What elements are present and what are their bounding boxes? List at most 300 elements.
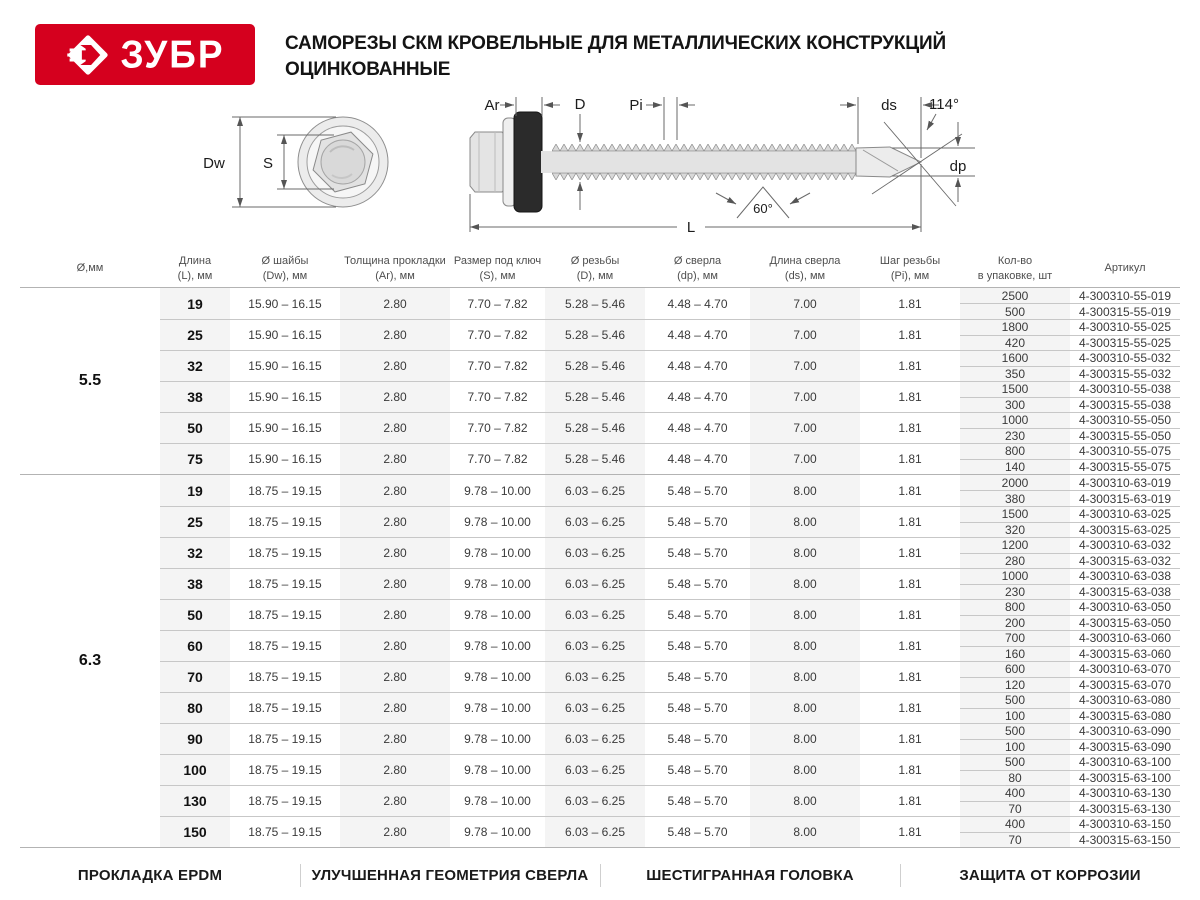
cell-length: 50 <box>160 413 230 443</box>
col-header-wrench-size <box>450 250 545 287</box>
feature-2: УЛУЧШЕННАЯ ГЕОМЕТРИЯ СВЕРЛА <box>300 848 600 900</box>
cell-article: 4-300310-63-090 <box>1078 724 1172 739</box>
dim-label-ar: Ar <box>484 97 500 114</box>
cell-washer-diameter: 18.75 – 19.15 <box>248 546 322 560</box>
col-header-length <box>160 250 230 287</box>
cell-length: 130 <box>160 786 230 816</box>
group-rows <box>160 475 1180 847</box>
cell-wrench-size: 9.78 – 10.00 <box>464 577 531 591</box>
cell-washer-diameter: 18.75 – 19.15 <box>248 577 322 591</box>
col-header-line2: (Dw), мм <box>262 269 308 282</box>
spec-row-6.3-50 <box>160 599 1180 630</box>
cell-pack-qty: 1600 <box>960 351 1070 366</box>
pack-variant-row <box>960 817 1180 833</box>
cell-pack-qty: 120 <box>960 678 1070 693</box>
cell-thread-diameter: 6.03 – 6.25 <box>545 569 645 599</box>
cell-pack-qty: 800 <box>960 444 1070 459</box>
cell-pack-qty: 1500 <box>960 507 1070 522</box>
cell-pack-qty: 2500 <box>960 288 1070 303</box>
cell-thread-pitch: 1.81 <box>898 390 922 404</box>
cell-pack-qty: 100 <box>960 740 1070 755</box>
spec-row-5.5-19 <box>160 288 1180 319</box>
pack-variant-row <box>960 444 1180 460</box>
cell-drill-diameter: 5.48 – 5.70 <box>667 670 728 684</box>
cell-article: 4-300315-63-019 <box>1078 491 1172 506</box>
cell-wrench-size: 9.78 – 10.00 <box>464 794 531 808</box>
page-title-line2: ОЦИНКОВАННЫЕ <box>285 59 451 80</box>
pack-variant-row <box>960 786 1180 802</box>
cell-washer-diameter: 18.75 – 19.15 <box>248 515 322 529</box>
col-header-line2: (dp), мм <box>677 269 718 282</box>
cell-thread-pitch: 1.81 <box>898 328 922 342</box>
cell-length: 25 <box>160 507 230 537</box>
cell-length: 19 <box>160 475 230 506</box>
cell-pack-qty: 500 <box>960 693 1070 708</box>
head-top-view <box>298 117 388 207</box>
pack-variant-row <box>960 413 1180 429</box>
cell-wrench-size: 9.78 – 10.00 <box>464 763 531 777</box>
feature-1: ПРОКЛАДКА EPDM <box>77 867 223 884</box>
cell-pack-qty: 400 <box>960 786 1070 801</box>
page-header <box>0 0 1200 90</box>
cell-pack-qty: 350 <box>960 367 1070 382</box>
cell-pack-qty: 200 <box>960 616 1070 631</box>
cell-length: 90 <box>160 724 230 754</box>
cell-washer-diameter: 18.75 – 19.15 <box>248 670 322 684</box>
cell-pack-qty: 2000 <box>960 475 1070 490</box>
cell-gasket-thickness: 2.80 <box>340 693 450 723</box>
cell-length: 70 <box>160 662 230 692</box>
cell-wrench-size: 9.78 – 10.00 <box>464 515 531 529</box>
cell-drill-diameter: 5.48 – 5.70 <box>667 825 728 839</box>
cell-drill-diameter: 5.48 – 5.70 <box>667 701 728 715</box>
cell-wrench-size: 7.70 – 7.82 <box>467 359 528 373</box>
feature-4: ЗАЩИТА ОТ КОРРОЗИИ <box>900 848 1200 900</box>
cell-article: 4-300310-63-019 <box>1078 475 1172 490</box>
pack-variant-row <box>960 367 1180 382</box>
cell-pack-qty: 140 <box>960 460 1070 475</box>
pack-variant-row <box>960 662 1180 678</box>
cell-drill-length: 7.00 <box>750 413 860 443</box>
cell-thread-diameter: 6.03 – 6.25 <box>545 724 645 754</box>
col-header-line1: Ø сверла <box>673 254 722 267</box>
cell-length: 100 <box>160 755 230 785</box>
cell-thread-diameter: 6.03 – 6.25 <box>545 662 645 692</box>
spec-row-6.3-150 <box>160 816 1180 847</box>
cell-thread-diameter: 5.28 – 5.46 <box>545 320 645 350</box>
pack-variant-row <box>960 833 1180 848</box>
cell-gasket-thickness: 2.80 <box>340 724 450 754</box>
cell-article: 4-300315-63-130 <box>1078 801 1172 816</box>
cell-drill-diameter: 5.48 – 5.70 <box>667 515 728 529</box>
cell-article: 4-300310-63-032 <box>1078 538 1172 553</box>
cell-pack-qty: 700 <box>960 631 1070 646</box>
cell-pack-qty: 600 <box>960 662 1070 677</box>
pack-variants <box>960 693 1180 723</box>
cell-wrench-size: 9.78 – 10.00 <box>464 670 531 684</box>
cell-pack-qty: 1000 <box>960 413 1070 428</box>
zubr-logo <box>35 24 255 85</box>
cell-article: 4-300315-55-019 <box>1078 304 1172 319</box>
cell-article: 4-300315-63-032 <box>1078 553 1172 568</box>
diameter-label: 5.5 <box>78 372 102 389</box>
cell-thread-pitch: 1.81 <box>898 546 922 560</box>
cell-gasket-thickness: 2.80 <box>340 413 450 443</box>
technical-drawing <box>0 90 1200 250</box>
col-header-article <box>1070 250 1180 287</box>
dim-label-d: D <box>574 96 586 113</box>
cell-washer-diameter: 15.90 – 16.15 <box>248 452 322 466</box>
pack-variants <box>960 382 1180 412</box>
cell-drill-length: 7.00 <box>750 351 860 381</box>
cell-thread-diameter: 6.03 – 6.25 <box>545 631 645 661</box>
pack-variants <box>960 662 1180 692</box>
cell-length: 32 <box>160 351 230 381</box>
spec-row-6.3-100 <box>160 754 1180 785</box>
pack-variant-row <box>960 709 1180 724</box>
spec-row-6.3-38 <box>160 568 1180 599</box>
pack-variant-row <box>960 554 1180 569</box>
cell-wrench-size: 7.70 – 7.82 <box>467 390 528 404</box>
feature-3: ШЕСТИГРАННАЯ ГОЛОВКА <box>600 848 900 900</box>
cell-article: 4-300315-63-080 <box>1078 708 1172 723</box>
cell-drill-diameter: 5.48 – 5.70 <box>667 639 728 653</box>
spec-row-6.3-130 <box>160 785 1180 816</box>
pack-variants <box>960 507 1180 537</box>
pack-variant-row <box>960 491 1180 506</box>
pack-variant-row <box>960 460 1180 475</box>
cell-gasket-thickness: 2.80 <box>340 475 450 506</box>
cell-pack-qty: 230 <box>960 429 1070 444</box>
cell-thread-diameter: 6.03 – 6.25 <box>545 475 645 506</box>
cell-thread-pitch: 1.81 <box>898 701 922 715</box>
cell-thread-diameter: 6.03 – 6.25 <box>545 817 645 847</box>
cell-thread-pitch: 1.81 <box>898 608 922 622</box>
cell-thread-pitch: 1.81 <box>898 639 922 653</box>
cell-thread-diameter: 6.03 – 6.25 <box>545 755 645 785</box>
cell-wrench-size: 9.78 – 10.00 <box>464 608 531 622</box>
cell-pack-qty: 800 <box>960 600 1070 615</box>
cell-article: 4-300315-63-025 <box>1078 522 1172 537</box>
cell-thread-diameter: 6.03 – 6.25 <box>545 786 645 816</box>
dim-label-tip-angle: 114° <box>929 96 959 113</box>
col-header-line2: (S), мм <box>479 269 516 282</box>
cell-thread-diameter: 6.03 – 6.25 <box>545 693 645 723</box>
spec-row-5.5-75 <box>160 443 1180 474</box>
pack-variant-row <box>960 724 1180 740</box>
cell-thread-pitch: 1.81 <box>898 794 922 808</box>
col-header-line2: в упаковке, шт <box>977 269 1053 282</box>
cell-thread-pitch: 1.81 <box>898 825 922 839</box>
cell-article: 4-300310-55-075 <box>1078 444 1172 459</box>
cell-drill-length: 8.00 <box>750 693 860 723</box>
cell-thread-diameter: 6.03 – 6.25 <box>545 507 645 537</box>
cell-wrench-size: 9.78 – 10.00 <box>464 639 531 653</box>
cell-gasket-thickness: 2.80 <box>340 320 450 350</box>
cell-article: 4-300310-63-150 <box>1078 817 1172 832</box>
spec-row-5.5-38 <box>160 381 1180 412</box>
cell-length: 38 <box>160 382 230 412</box>
pack-variants <box>960 600 1180 630</box>
cell-wrench-size: 9.78 – 10.00 <box>464 825 531 839</box>
cell-drill-length: 8.00 <box>750 662 860 692</box>
pack-variants <box>960 817 1180 847</box>
cell-pack-qty: 500 <box>960 304 1070 319</box>
pack-variants <box>960 413 1180 443</box>
cell-drill-diameter: 4.48 – 4.70 <box>667 296 728 311</box>
cell-drill-length: 7.00 <box>750 382 860 412</box>
cell-drill-length: 8.00 <box>750 724 860 754</box>
pack-variant-row <box>960 600 1180 616</box>
pack-variants <box>960 288 1180 319</box>
pack-variant-row <box>960 755 1180 771</box>
logo-wordmark: ЗУБР <box>120 32 225 76</box>
spec-row-6.3-19 <box>160 475 1180 506</box>
col-header-line1: Кол-во <box>997 254 1033 267</box>
pack-variants <box>960 724 1180 754</box>
cell-wrench-size: 9.78 – 10.00 <box>464 483 531 498</box>
cell-pack-qty: 1000 <box>960 569 1070 584</box>
cell-drill-length: 8.00 <box>750 507 860 537</box>
cell-length: 19 <box>160 288 230 319</box>
page-title <box>285 31 946 83</box>
cell-drill-length: 8.00 <box>750 538 860 568</box>
cell-wrench-size: 7.70 – 7.82 <box>467 296 528 311</box>
cell-article: 4-300315-55-050 <box>1078 428 1172 443</box>
cell-drill-length: 7.00 <box>750 320 860 350</box>
col-header-drill-diameter <box>645 250 750 287</box>
col-header-diameter <box>20 250 160 287</box>
col-header-line1: Ø резьбы <box>570 254 620 267</box>
cell-gasket-thickness: 2.80 <box>340 351 450 381</box>
cell-length: 80 <box>160 693 230 723</box>
cell-article: 4-300310-55-032 <box>1078 351 1172 366</box>
cell-pack-qty: 400 <box>960 817 1070 832</box>
cell-thread-pitch: 1.81 <box>898 359 922 373</box>
cell-washer-diameter: 15.90 – 16.15 <box>248 421 322 435</box>
cell-drill-length: 8.00 <box>750 786 860 816</box>
diameter-label: 6.3 <box>78 652 102 669</box>
pack-variant-row <box>960 398 1180 413</box>
screw-side-view <box>470 112 921 212</box>
col-header-line2: (D), мм <box>576 269 614 282</box>
col-header-line2: (Ar), мм <box>375 269 415 282</box>
cell-drill-length: 7.00 <box>750 444 860 474</box>
cell-article: 4-300315-63-090 <box>1078 739 1172 754</box>
cell-drill-length: 8.00 <box>750 475 860 506</box>
table-body <box>20 287 1180 848</box>
dim-label-s: S <box>262 155 274 172</box>
cell-article: 4-300315-55-075 <box>1078 459 1172 474</box>
cell-article: 4-300310-55-038 <box>1078 382 1172 397</box>
cell-gasket-thickness: 2.80 <box>340 538 450 568</box>
cell-article: 4-300315-55-025 <box>1078 335 1172 350</box>
cell-gasket-thickness: 2.80 <box>340 444 450 474</box>
pack-variants <box>960 631 1180 661</box>
cell-wrench-size: 9.78 – 10.00 <box>464 701 531 715</box>
col-header-line1: Шаг резьбы <box>879 254 941 267</box>
cell-thread-pitch: 1.81 <box>898 763 922 777</box>
cell-thread-pitch: 1.81 <box>898 296 922 311</box>
cell-thread-diameter: 6.03 – 6.25 <box>545 538 645 568</box>
col-header-thread-diameter <box>545 250 645 287</box>
pack-variant-row <box>960 475 1180 491</box>
cell-article: 4-300315-63-060 <box>1078 646 1172 661</box>
features-bar <box>0 848 1200 900</box>
cell-gasket-thickness: 2.80 <box>340 786 450 816</box>
cell-pack-qty: 160 <box>960 647 1070 662</box>
pack-variant-row <box>960 678 1180 693</box>
cell-thread-pitch: 1.81 <box>898 577 922 591</box>
cell-washer-diameter: 15.90 – 16.15 <box>248 359 322 373</box>
cell-washer-diameter: 18.75 – 19.15 <box>248 701 322 715</box>
col-header-line1: Артикул <box>1104 262 1146 275</box>
cell-pack-qty: 500 <box>960 724 1070 739</box>
cell-article: 4-300315-63-150 <box>1078 832 1172 847</box>
spec-row-5.5-25 <box>160 319 1180 350</box>
cell-gasket-thickness: 2.80 <box>340 288 450 319</box>
cell-pack-qty: 500 <box>960 755 1070 770</box>
pack-variant-row <box>960 288 1180 304</box>
diameter-group-5.5 <box>20 288 1180 474</box>
cell-drill-length: 8.00 <box>750 817 860 847</box>
spec-row-6.3-25 <box>160 506 1180 537</box>
cell-washer-diameter: 15.90 – 16.15 <box>248 390 322 404</box>
dim-label-length: L <box>686 219 696 236</box>
cell-article: 4-300310-55-019 <box>1078 288 1172 303</box>
col-header-line1: Длина <box>178 254 212 267</box>
pack-variant-row <box>960 616 1180 631</box>
pack-variant-row <box>960 382 1180 398</box>
cell-article: 4-300315-55-032 <box>1078 366 1172 381</box>
pack-variant-row <box>960 429 1180 444</box>
cell-thread-diameter: 5.28 – 5.46 <box>545 288 645 319</box>
cell-article: 4-300310-55-025 <box>1078 320 1172 335</box>
cell-article: 4-300315-63-100 <box>1078 770 1172 785</box>
cell-washer-diameter: 18.75 – 19.15 <box>248 763 322 777</box>
col-header-line1: Длина сверла <box>769 254 841 267</box>
cell-article: 4-300310-63-050 <box>1078 600 1172 615</box>
pack-variant-row <box>960 631 1180 647</box>
cell-pack-qty: 380 <box>960 491 1070 506</box>
screw-technical-drawing <box>0 90 1200 250</box>
cell-pack-qty: 70 <box>960 833 1070 848</box>
pack-variants <box>960 569 1180 599</box>
cell-drill-length: 8.00 <box>750 631 860 661</box>
cell-drill-diameter: 5.48 – 5.70 <box>667 763 728 777</box>
cell-length: 60 <box>160 631 230 661</box>
pack-variants <box>960 755 1180 785</box>
dim-label-dw: Dw <box>203 155 225 172</box>
spec-row-6.3-32 <box>160 537 1180 568</box>
cell-drill-diameter: 4.48 – 4.70 <box>667 390 728 404</box>
pack-variants <box>960 351 1180 381</box>
cell-article: 4-300310-63-070 <box>1078 662 1172 677</box>
cell-thread-diameter: 5.28 – 5.46 <box>545 413 645 443</box>
cell-article: 4-300315-55-038 <box>1078 397 1172 412</box>
cell-article: 4-300310-55-050 <box>1078 413 1172 428</box>
cell-pack-qty: 280 <box>960 554 1070 569</box>
cell-article: 4-300315-63-070 <box>1078 677 1172 692</box>
spec-row-5.5-32 <box>160 350 1180 381</box>
cell-washer-diameter: 18.75 – 19.15 <box>248 608 322 622</box>
cell-pack-qty: 300 <box>960 398 1070 413</box>
cell-drill-length: 8.00 <box>750 569 860 599</box>
page-title-line1: САМОРЕЗЫ СКМ КРОВЕЛЬНЫЕ ДЛЯ МЕТАЛЛИЧЕСКИХ КОНСТРУКЦИЙ <box>285 33 946 54</box>
cell-drill-diameter: 5.48 – 5.70 <box>667 483 728 498</box>
pack-variants <box>960 538 1180 568</box>
cell-article: 4-300310-63-080 <box>1078 693 1172 708</box>
cell-article: 4-300310-63-025 <box>1078 507 1172 522</box>
col-header-gasket-thickness <box>340 250 450 287</box>
pack-variant-row <box>960 351 1180 367</box>
col-header-line1: Размер под ключ <box>453 254 542 267</box>
cell-gasket-thickness: 2.80 <box>340 600 450 630</box>
cell-gasket-thickness: 2.80 <box>340 507 450 537</box>
cell-pack-qty: 420 <box>960 336 1070 351</box>
cell-thread-pitch: 1.81 <box>898 483 922 498</box>
cell-gasket-thickness: 2.80 <box>340 817 450 847</box>
pack-variant-row <box>960 693 1180 709</box>
cell-gasket-thickness: 2.80 <box>340 569 450 599</box>
cell-pack-qty: 100 <box>960 709 1070 724</box>
cell-pack-qty: 1200 <box>960 538 1070 553</box>
spec-row-6.3-60 <box>160 630 1180 661</box>
spec-row-6.3-90 <box>160 723 1180 754</box>
cell-pack-qty: 230 <box>960 585 1070 600</box>
cell-article: 4-300310-63-038 <box>1078 569 1172 584</box>
col-header-thread-pitch <box>860 250 960 287</box>
cell-thread-pitch: 1.81 <box>898 421 922 435</box>
cell-pack-qty: 1800 <box>960 320 1070 335</box>
pack-variant-row <box>960 585 1180 600</box>
spec-table <box>20 250 1180 848</box>
cell-gasket-thickness: 2.80 <box>340 755 450 785</box>
pack-variant-row <box>960 771 1180 786</box>
cell-washer-diameter: 18.75 – 19.15 <box>248 794 322 808</box>
cell-article: 4-300310-63-060 <box>1078 631 1172 646</box>
cell-drill-diameter: 5.48 – 5.70 <box>667 577 728 591</box>
cell-drill-length: 8.00 <box>750 600 860 630</box>
col-header-drill-length <box>750 250 860 287</box>
diameter-group-6.3 <box>20 474 1180 847</box>
pack-variant-row <box>960 802 1180 817</box>
cell-drill-diameter: 5.48 – 5.70 <box>667 546 728 560</box>
dim-label-thread-angle: 60° <box>753 201 773 216</box>
col-header-line1: Ø шайбы <box>261 254 309 267</box>
cell-drill-diameter: 5.48 – 5.70 <box>667 794 728 808</box>
col-header-line1: Толщина прокладки <box>344 254 446 267</box>
cell-thread-pitch: 1.81 <box>898 515 922 529</box>
cell-wrench-size: 9.78 – 10.00 <box>464 546 531 560</box>
cell-washer-diameter: 18.75 – 19.15 <box>248 825 322 839</box>
cell-gasket-thickness: 2.80 <box>340 631 450 661</box>
pack-variant-row <box>960 647 1180 662</box>
cell-article: 4-300310-63-130 <box>1078 786 1172 801</box>
col-header-washer-diameter <box>230 250 340 287</box>
cell-length: 25 <box>160 320 230 350</box>
cell-drill-diameter: 4.48 – 4.70 <box>667 421 728 435</box>
cell-drill-length: 8.00 <box>750 755 860 785</box>
pack-variant-row <box>960 740 1180 755</box>
cell-pack-qty: 1500 <box>960 382 1070 397</box>
pack-variant-row <box>960 304 1180 319</box>
cell-wrench-size: 7.70 – 7.82 <box>467 421 528 435</box>
cell-length: 150 <box>160 817 230 847</box>
cell-wrench-size: 7.70 – 7.82 <box>467 452 528 466</box>
pack-variant-row <box>960 507 1180 523</box>
zubr-logo-icon <box>65 32 111 78</box>
